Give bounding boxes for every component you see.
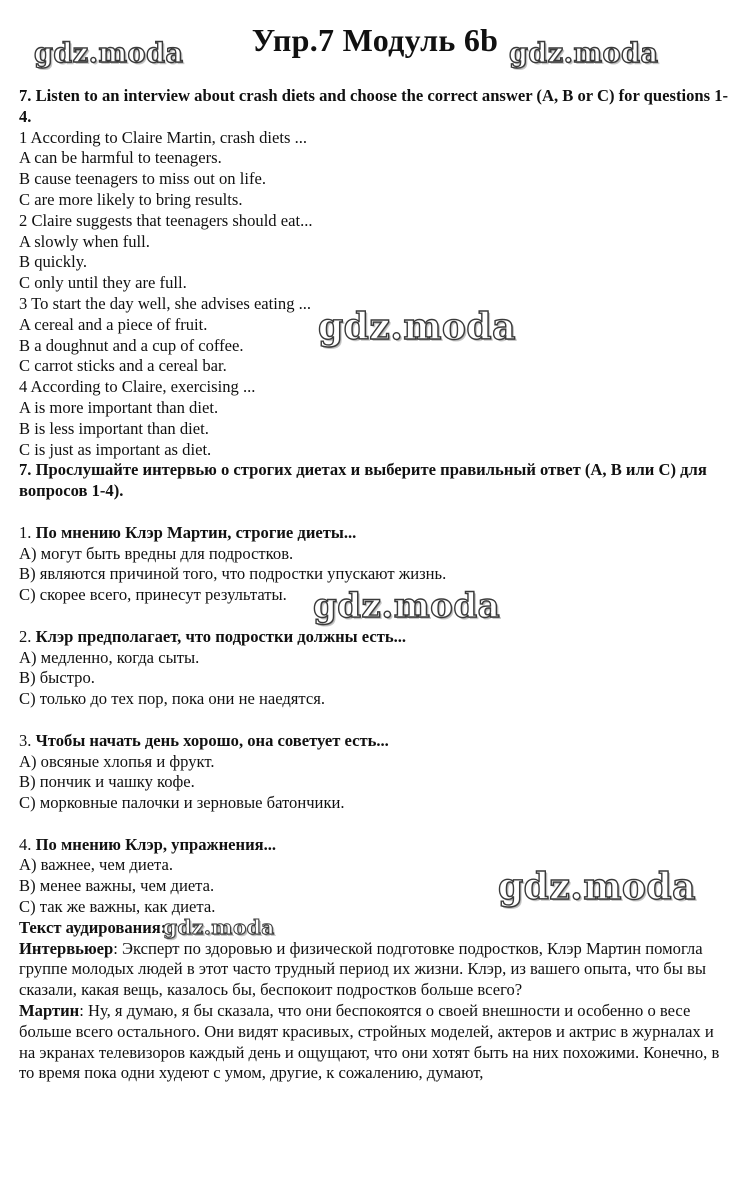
ru-q4-number: 4. [19, 834, 32, 854]
ru-q1-option-c: C) скорее всего, принесут результаты. [19, 585, 287, 605]
interviewer-text: : Эксперт по здоровью и физической подготовке подростков, Клэр Мартин помогла группе молодых людей в этот часто трудный период их жизни. Клэр, из вашего опыта, что бы вы сказали, какая вещь, казалось бы, беспокоит подростков больше всего? [19, 938, 707, 1000]
en-q2-option-b: B quickly. [19, 252, 88, 272]
ru-q2-option-b: B) быстро. [19, 668, 95, 688]
speaker-interviewer: Интервьюер [19, 938, 114, 958]
ru-q3-option-c: C) морковные палочки и зерновые батончики. [19, 793, 345, 813]
spacer [19, 814, 734, 835]
ru-q4-option-b: B) менее важны, чем диета. [19, 876, 215, 896]
ru-question-3 [19, 731, 734, 752]
ru-q2-stem: Клэр предполагает, что подростки должны есть... [35, 626, 407, 646]
ru-q1-stem: По мнению Клэр Мартин, строгие диеты... [35, 522, 357, 542]
en-question-3: 3 To start the day well, she advises eating ... [19, 293, 312, 313]
en-q1-option-c: C are more likely to bring results. [19, 189, 243, 209]
ru-q1-number: 1. [19, 522, 32, 542]
ru-q1-option-a: A) могут быть вредны для подростков. [19, 543, 294, 563]
exercise-content [19, 86, 734, 1084]
ru-q2-number: 2. [19, 626, 32, 646]
ru-q4-option-c: C) так же важны, как диета. [19, 897, 216, 917]
transcript-heading: Текст аудирования: [19, 917, 167, 937]
speaker-martin: Мартин [19, 1001, 80, 1021]
en-q4-option-a: A is more important than diet. [19, 397, 219, 417]
watermark-logo: gdz.moda [163, 915, 275, 939]
en-q4-option-b: B is less important than diet. [19, 418, 209, 438]
ru-q4-option-a: A) важнее, чем диета. [19, 855, 174, 875]
ru-q4-stem: По мнению Клэр, упражнения... [35, 834, 277, 854]
watermark-logo: gdz.moda [509, 38, 659, 69]
martin-text: : Ну, я думаю, я бы сказала, что они беспокоятся о своей внешности и особенно о весе больше всего остального. Они видят красивых, стройных моделей, актеров и актрис в журналах и на экранах телевизоров каждый день и ощущают, что они хотят быть на них похожими. Конечно, в то время пока одни худеют с умом, другие, к сожалению, думают, [19, 1001, 720, 1083]
en-question-2: 2 Claire suggests that teenagers should eat... [19, 210, 313, 230]
watermark-logo: gdz.moda [34, 38, 184, 69]
page-title: Упр.7 Модуль 6b [251, 22, 499, 58]
en-question-4: 4 According to Claire, exercising ... [19, 377, 256, 397]
ru-q3-option-a: A) овсяные хлопья и фрукт. [19, 751, 215, 771]
en-q3-option-b: B a doughnut and a cup of coffee. [19, 335, 244, 355]
ru-question-4 [19, 835, 734, 856]
en-question-1: 1 According to Claire Martin, crash diets ... [19, 127, 308, 147]
russian-task-heading: 7. Прослушайте интервью о строгих диетах и выберите правильный ответ (A, B или C) для вопросов 1-4). [19, 460, 707, 501]
ru-q3-number: 3. [19, 730, 32, 750]
watermark-logo: gdz.moda [313, 586, 501, 626]
transcript-paragraph-interviewer [19, 939, 734, 1001]
english-task-heading: 7. Listen to an interview about crash diets and choose the correct answer (A, B or C) for questions 1-4. [19, 86, 729, 126]
ru-q3-option-b: B) пончик и чашку кофе. [19, 772, 195, 792]
en-q2-option-c: C only until they are full. [19, 273, 187, 293]
en-q3-option-a: A cereal and a piece of fruit. [19, 314, 208, 334]
ru-q1-option-b: B) являются причиной того, что подростки упускают жизнь. [19, 564, 447, 584]
ru-question-1 [19, 523, 734, 544]
spacer [19, 502, 734, 523]
ru-q2-option-a: A) медленно, когда сыты. [19, 647, 200, 667]
en-q4-option-c: C is just as important as diet. [19, 439, 212, 459]
spacer [19, 606, 734, 627]
ru-q3-stem: Чтобы начать день хорошо, она советует есть... [35, 730, 389, 750]
en-q1-option-b: B cause teenagers to miss out on life. [19, 169, 267, 189]
ru-q2-option-c: C) только до тех пор, пока они не наедятся. [19, 689, 326, 709]
watermark-logo: gdz.moda [498, 866, 696, 908]
en-q1-option-a: A can be harmful to teenagers. [19, 148, 222, 168]
en-q2-option-a: A slowly when full. [19, 231, 150, 251]
en-q3-option-c: C carrot sticks and a cereal bar. [19, 356, 227, 376]
watermark-logo: gdz.moda [318, 306, 516, 348]
transcript-paragraph-martin [19, 1001, 734, 1084]
ru-question-2 [19, 627, 734, 648]
spacer [19, 710, 734, 731]
